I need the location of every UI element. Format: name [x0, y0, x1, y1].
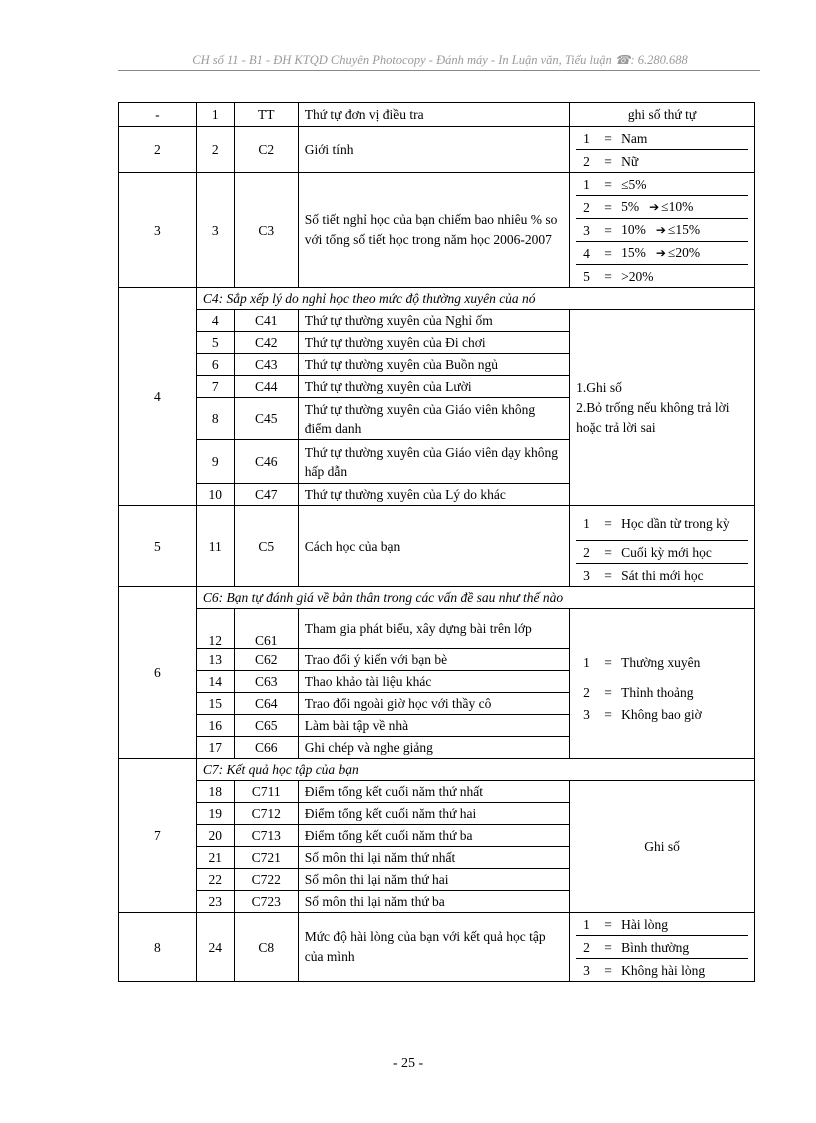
- row-num: 2: [196, 127, 234, 173]
- row-question: Thứ tự thường xuyên của Lý do khác: [298, 484, 569, 506]
- note-line: 2.Bỏ trống nếu không trả lời hoặc trả lời sai: [576, 399, 730, 435]
- option-equals: =: [604, 222, 612, 238]
- section-title: C6: Bạn tự đánh giá về bản thân trong các vấn đề sau như thế nào: [196, 587, 754, 609]
- answer-option: [576, 219, 748, 242]
- option-equals: =: [604, 685, 612, 700]
- option-text: 15%: [621, 245, 646, 260]
- row-stt: -: [119, 103, 197, 127]
- row-num: 19: [196, 803, 234, 825]
- row-question: Số môn thi lại năm thứ hai: [298, 869, 569, 891]
- answer-option: [576, 196, 748, 219]
- row-question: Làm bài tập về nhà: [298, 715, 569, 737]
- option-number: 2: [583, 939, 590, 955]
- section-title-row: [119, 587, 755, 609]
- option-equals: =: [604, 567, 612, 583]
- row-code: C42: [234, 332, 298, 354]
- option-upper-bound: ≤20%: [667, 245, 701, 260]
- row-question: Số môn thi lại năm thứ nhất: [298, 847, 569, 869]
- row-code: C62: [234, 649, 298, 671]
- row-question: Thứ tự thường xuyên của Buồn ngủ: [298, 354, 569, 376]
- row-num: 14: [196, 671, 234, 693]
- row-code: C3: [234, 173, 298, 288]
- answer-option: [576, 936, 748, 959]
- page-number: - 25 -: [392, 1056, 424, 1071]
- option-text: Hài lòng: [621, 916, 668, 932]
- row-num: 23: [196, 891, 234, 913]
- row-stt: 4: [119, 288, 197, 506]
- row-num: 1: [196, 103, 234, 127]
- option-number: 2: [583, 199, 590, 215]
- answer-options: [570, 127, 755, 173]
- section-title: C7: Kết quả học tập của bạn: [196, 759, 754, 781]
- option-number: 3: [583, 567, 590, 583]
- row-num: 22: [196, 869, 234, 891]
- row-answer: ghi số thứ tự: [570, 103, 755, 127]
- table-row: [119, 310, 755, 332]
- option-equals: =: [604, 515, 612, 531]
- option-text: Nữ: [621, 153, 639, 169]
- answer-options: [570, 609, 755, 759]
- row-code: C63: [234, 671, 298, 693]
- row-stt: 8: [119, 913, 197, 982]
- option-upper-bound: ≤15%: [667, 222, 701, 237]
- option-text: 5%: [621, 199, 640, 214]
- row-question: Thứ tự thường xuyên của Nghỉ ốm: [298, 310, 569, 332]
- option-text: Sát thi mới học: [621, 567, 704, 583]
- row-code: C46: [234, 440, 298, 484]
- row-code: C711: [234, 781, 298, 803]
- option-equals: =: [604, 962, 612, 978]
- section-title-row: [119, 288, 755, 310]
- option-text: Không hài lòng: [621, 962, 706, 978]
- answer-option: [576, 564, 748, 586]
- row-num: 16: [196, 715, 234, 737]
- row-stt: 3: [119, 173, 197, 288]
- option-number: 1: [583, 515, 590, 531]
- row-code: C713: [234, 825, 298, 847]
- option-number: 3: [583, 222, 590, 238]
- row-code: C61: [234, 609, 298, 649]
- option-equals: =: [604, 199, 612, 215]
- row-num: 4: [196, 310, 234, 332]
- row-code: C44: [234, 376, 298, 398]
- option-number: 1: [583, 655, 590, 670]
- answer-options: [570, 506, 755, 587]
- row-code: C722: [234, 869, 298, 891]
- arrow-right-icon: ➔: [649, 200, 660, 214]
- option-text: Không bao giờ: [621, 707, 702, 722]
- row-num: 8: [196, 398, 234, 440]
- row-code: C723: [234, 891, 298, 913]
- row-question: Trao đổi ngoài giờ học với thầy cô: [298, 693, 569, 715]
- answer-option: [576, 127, 748, 150]
- arrow-right-icon: ➔: [655, 246, 666, 260]
- row-code: C712: [234, 803, 298, 825]
- row-question: Thao khảo tài liệu khác: [298, 671, 569, 693]
- option-text: Học dần từ trong kỳ: [621, 515, 730, 531]
- option-number: 4: [583, 245, 590, 261]
- answer-option: [576, 913, 748, 936]
- arrow-right-icon: ➔: [655, 223, 666, 237]
- row-num: 17: [196, 737, 234, 759]
- header-divider: [118, 70, 760, 71]
- row-code: C65: [234, 715, 298, 737]
- table-row: [119, 127, 755, 173]
- row-question: Điểm tổng kết cuối năm thứ hai: [298, 803, 569, 825]
- table-row: [119, 781, 755, 803]
- row-question: Mức độ hài lòng của bạn với kết quả học tập của mình: [298, 913, 569, 982]
- row-num: 24: [196, 913, 234, 982]
- answer-option: [576, 242, 748, 265]
- row-question: Số môn thi lại năm thứ ba: [298, 891, 569, 913]
- option-number: 5: [583, 268, 590, 284]
- row-num: 20: [196, 825, 234, 847]
- row-stt: 7: [119, 759, 197, 913]
- option-equals: =: [604, 245, 612, 261]
- row-stt: 5: [119, 506, 197, 587]
- table-row: [119, 103, 755, 127]
- row-num: 5: [196, 332, 234, 354]
- row-question: Giới tính: [298, 127, 569, 173]
- row-question: Số tiết nghỉ học của bạn chiếm bao nhiêu % so với tổng số tiết học trong năm học 2006-2007: [298, 173, 569, 288]
- row-question: Ghi chép và nghe giảng: [298, 737, 569, 759]
- answer-option: [576, 652, 748, 674]
- answer-note: [570, 310, 755, 506]
- option-text: Nam: [621, 130, 648, 146]
- option-text: Cuối kỳ mới học: [621, 544, 712, 560]
- option-text: >20%: [621, 268, 654, 284]
- section-title: C4: Sắp xếp lý do nghỉ học theo mức độ thường xuyên của nó: [196, 288, 754, 310]
- row-num: 12: [196, 609, 234, 649]
- row-question: Thứ tự đơn vị điều tra: [298, 103, 569, 127]
- answer-options: [570, 913, 755, 982]
- option-equals: =: [604, 130, 612, 146]
- option-equals: =: [604, 655, 612, 670]
- survey-codebook-table: [118, 102, 755, 982]
- row-num: 18: [196, 781, 234, 803]
- option-text: Thỉnh thoảng: [621, 685, 694, 700]
- option-number: 2: [583, 544, 590, 560]
- row-question: Thứ tự thường xuyên của Giáo viên dạy không hấp dẫn: [298, 440, 569, 484]
- row-code: C8: [234, 913, 298, 982]
- answer-option: [576, 959, 748, 981]
- option-number: 1: [583, 916, 590, 932]
- option-equals: =: [604, 153, 612, 169]
- option-text: 10%: [621, 222, 646, 237]
- row-num: 15: [196, 693, 234, 715]
- row-code: C64: [234, 693, 298, 715]
- row-code: C2: [234, 127, 298, 173]
- option-number: 3: [583, 707, 590, 722]
- row-num: 10: [196, 484, 234, 506]
- option-equals: =: [604, 916, 612, 932]
- row-question: Cách học của bạn: [298, 506, 569, 587]
- row-question: Trao đổi ý kiến với bạn bè: [298, 649, 569, 671]
- answer-option: [576, 173, 748, 196]
- row-stt: 2: [119, 127, 197, 173]
- row-code: C47: [234, 484, 298, 506]
- row-answer: Ghi số: [570, 781, 755, 913]
- answer-option: [576, 506, 748, 541]
- answer-option: [576, 265, 748, 287]
- option-equals: =: [604, 268, 612, 284]
- table-row: [119, 913, 755, 982]
- option-number: 1: [583, 176, 590, 192]
- answer-option: [576, 150, 748, 172]
- option-number: 3: [583, 962, 590, 978]
- row-code: C45: [234, 398, 298, 440]
- row-question: Điểm tổng kết cuối năm thứ ba: [298, 825, 569, 847]
- row-question: Tham gia phát biểu, xây dựng bài trên lớp: [298, 609, 569, 649]
- option-number: 1: [583, 130, 590, 146]
- option-upper-bound: ≤10%: [661, 199, 694, 214]
- answer-option: [576, 704, 748, 726]
- option-number: 2: [583, 153, 590, 169]
- row-code: C41: [234, 310, 298, 332]
- row-stt: 6: [119, 587, 197, 759]
- row-code: C5: [234, 506, 298, 587]
- row-num: 11: [196, 506, 234, 587]
- option-number: 2: [583, 685, 590, 700]
- row-question: Thứ tự thường xuyên của Lười: [298, 376, 569, 398]
- row-code: C721: [234, 847, 298, 869]
- row-num: 3: [196, 173, 234, 288]
- option-text: Thường xuyên: [621, 655, 701, 670]
- row-num: 13: [196, 649, 234, 671]
- table-row: [119, 173, 755, 288]
- option-text: ≤5%: [621, 176, 647, 192]
- row-num: 7: [196, 376, 234, 398]
- row-code: TT: [234, 103, 298, 127]
- row-num: 6: [196, 354, 234, 376]
- answer-options: [570, 173, 755, 288]
- answer-option: [576, 541, 748, 564]
- table-row: [119, 609, 755, 649]
- note-line: 1.Ghi số: [576, 379, 622, 395]
- section-title-row: [119, 759, 755, 781]
- page-header: CH số 11 - B1 - ĐH KTQD Chuyên Photocopy - Đánh máy - In Luận văn, Tiểu luận ☎: 6.280.688: [192, 53, 688, 67]
- option-text: Bình thường: [621, 939, 690, 955]
- row-num: 9: [196, 440, 234, 484]
- option-equals: =: [604, 939, 612, 955]
- row-question: Điểm tổng kết cuối năm thứ nhất: [298, 781, 569, 803]
- row-code: C43: [234, 354, 298, 376]
- row-num: 21: [196, 847, 234, 869]
- table-row: [119, 506, 755, 587]
- option-equals: =: [604, 544, 612, 560]
- row-code: C66: [234, 737, 298, 759]
- option-equals: =: [604, 176, 612, 192]
- row-question: Thứ tự thường xuyên của Giáo viên không điểm danh: [298, 398, 569, 440]
- answer-option: [576, 682, 748, 704]
- option-equals: =: [604, 707, 612, 722]
- row-question: Thứ tự thường xuyên của Đi chơi: [298, 332, 569, 354]
